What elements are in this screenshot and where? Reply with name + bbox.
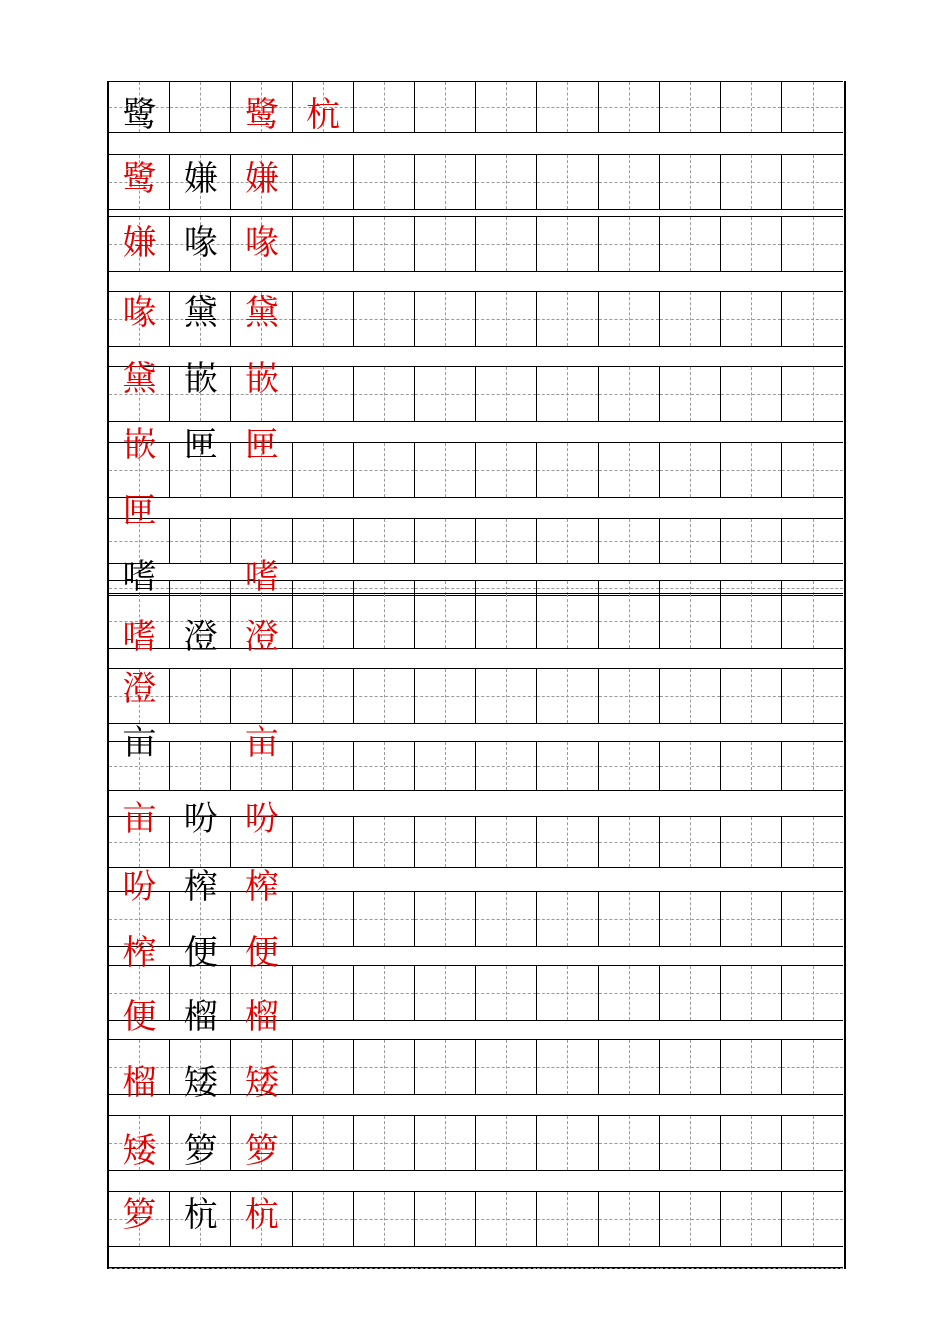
grid-cell[interactable]: [660, 1191, 721, 1247]
grid-cell[interactable]: [293, 1191, 354, 1247]
grid-cell[interactable]: [782, 442, 843, 498]
grid-cell[interactable]: [354, 81, 415, 133]
grid-cell[interactable]: [782, 891, 843, 947]
grid-cell[interactable]: [721, 593, 782, 649]
grid-cell[interactable]: [415, 1191, 476, 1247]
grid-cell[interactable]: [599, 518, 660, 564]
grid-cell[interactable]: [537, 216, 598, 272]
grid-cell[interactable]: [293, 291, 354, 347]
trace-character: 吩: [244, 799, 279, 839]
trace-character: 矮: [244, 1063, 279, 1103]
grid-cell[interactable]: [293, 216, 354, 272]
model-character: 黛: [183, 293, 218, 333]
grid-cell[interactable]: [599, 366, 660, 422]
grid-cell[interactable]: [660, 965, 721, 1021]
grid-cell[interactable]: [721, 81, 782, 133]
grid-cell[interactable]: [476, 1191, 537, 1247]
grid-row: [109, 668, 844, 724]
grid-cell[interactable]: [721, 518, 782, 564]
grid-cell[interactable]: [599, 154, 660, 210]
grid-cell[interactable]: [537, 816, 598, 868]
grid-cell[interactable]: [415, 216, 476, 272]
trace-character: 喙: [244, 223, 279, 263]
grid-cell[interactable]: [293, 593, 354, 649]
model-character: 亩: [122, 723, 157, 763]
grid-cell[interactable]: [782, 291, 843, 347]
grid-cell[interactable]: [660, 366, 721, 422]
trace-character: 杭: [244, 1195, 279, 1235]
grid-cell[interactable]: [782, 216, 843, 272]
model-character: 匣: [183, 425, 218, 465]
grid-cell[interactable]: [354, 154, 415, 210]
grid-cell[interactable]: [354, 816, 415, 868]
grid-row: [109, 1267, 844, 1269]
grid-cell[interactable]: [293, 442, 354, 498]
grid-cell[interactable]: [415, 366, 476, 422]
grid-cell[interactable]: [293, 1039, 354, 1095]
grid-cell[interactable]: [660, 81, 721, 133]
model-character: 嵌: [183, 359, 218, 399]
grid-cell[interactable]: [660, 1039, 721, 1095]
grid-cell[interactable]: [231, 1267, 292, 1269]
trace-character: 榴: [244, 997, 279, 1037]
trace-character: 矮: [122, 1131, 157, 1171]
grid-cell[interactable]: [721, 965, 782, 1021]
trace-character: 亩: [122, 799, 157, 839]
grid-cell[interactable]: [537, 81, 598, 133]
grid-cell[interactable]: [782, 518, 843, 564]
model-character: 鹭: [122, 95, 157, 135]
grid-cell[interactable]: [476, 81, 537, 133]
trace-character: 喙: [122, 293, 157, 333]
grid-cell[interactable]: [476, 1115, 537, 1171]
trace-character: 黛: [244, 293, 279, 333]
grid-cell[interactable]: [354, 891, 415, 947]
grid-cell[interactable]: [721, 216, 782, 272]
grid-cell[interactable]: [660, 518, 721, 564]
model-character: 吩: [183, 799, 218, 839]
trace-character: 黛: [122, 359, 157, 399]
grid-cell[interactable]: [109, 1267, 170, 1269]
grid-cell[interactable]: [293, 1267, 354, 1269]
grid-cell[interactable]: [354, 442, 415, 498]
grid-cell[interactable]: [476, 741, 537, 791]
model-character: 杭: [183, 1195, 218, 1235]
grid-cell[interactable]: [293, 1115, 354, 1171]
grid-cell[interactable]: [170, 741, 231, 791]
grid-cell[interactable]: [231, 668, 292, 724]
trace-character: 嗜: [244, 557, 279, 597]
trace-character: 杭: [306, 95, 341, 135]
grid-cell[interactable]: [476, 1267, 537, 1269]
grid-cell[interactable]: [476, 593, 537, 649]
grid-cell[interactable]: [476, 1039, 537, 1095]
grid-cell[interactable]: [293, 741, 354, 791]
trace-character: 便: [244, 933, 279, 973]
trace-character: 澄: [122, 669, 157, 709]
grid-cell[interactable]: [415, 518, 476, 564]
grid-cell[interactable]: [415, 1115, 476, 1171]
grid-cell[interactable]: [721, 154, 782, 210]
grid-cell[interactable]: [660, 291, 721, 347]
grid-cell[interactable]: [599, 593, 660, 649]
grid-cell[interactable]: [537, 1191, 598, 1247]
trace-character: 嵌: [122, 425, 157, 465]
grid-cell[interactable]: [354, 668, 415, 724]
grid-cell[interactable]: [782, 668, 843, 724]
grid-cell[interactable]: [599, 1267, 660, 1269]
trace-character: 亩: [244, 723, 279, 763]
grid-cell[interactable]: [660, 891, 721, 947]
grid-cell[interactable]: [782, 741, 843, 791]
model-character: 喙: [183, 223, 218, 263]
grid-cell[interactable]: [415, 81, 476, 133]
grid-cell[interactable]: [537, 1115, 598, 1171]
grid-cell[interactable]: [354, 965, 415, 1021]
grid-cell[interactable]: [415, 816, 476, 868]
grid-cell[interactable]: [415, 442, 476, 498]
trace-character: 榴: [122, 1063, 157, 1103]
grid-cell[interactable]: [599, 1039, 660, 1095]
trace-character: 榨: [122, 933, 157, 973]
grid-cell[interactable]: [721, 442, 782, 498]
grid-cell[interactable]: [354, 1115, 415, 1171]
grid-cell[interactable]: [170, 668, 231, 724]
grid-row: [109, 741, 844, 791]
grid-cell[interactable]: [660, 442, 721, 498]
grid-cell[interactable]: [476, 366, 537, 422]
grid-cell[interactable]: [537, 442, 598, 498]
grid-cell[interactable]: [599, 891, 660, 947]
grid-cell[interactable]: [599, 816, 660, 868]
trace-character: 箩: [122, 1195, 157, 1235]
grid-cell[interactable]: [660, 668, 721, 724]
grid-cell[interactable]: [293, 816, 354, 868]
grid-cell[interactable]: [415, 593, 476, 649]
grid-cell[interactable]: [721, 741, 782, 791]
model-character: 澄: [183, 617, 218, 657]
grid-cell[interactable]: [599, 291, 660, 347]
grid-cell[interactable]: [476, 816, 537, 868]
grid-cell[interactable]: [782, 1191, 843, 1247]
grid-cell[interactable]: [782, 81, 843, 133]
grid-cell[interactable]: [354, 366, 415, 422]
grid-cell[interactable]: [476, 668, 537, 724]
grid-cell[interactable]: [537, 518, 598, 564]
grid-cell[interactable]: [354, 216, 415, 272]
model-character: 矮: [183, 1063, 218, 1103]
grid-cell[interactable]: [599, 965, 660, 1021]
model-character: 榴: [183, 997, 218, 1037]
grid-cell[interactable]: [476, 891, 537, 947]
trace-character: 嫌: [244, 159, 279, 199]
trace-character: 嵌: [244, 359, 279, 399]
grid-cell[interactable]: [660, 741, 721, 791]
grid-cell[interactable]: [537, 154, 598, 210]
grid-cell[interactable]: [537, 741, 598, 791]
grid-cell[interactable]: [415, 1267, 476, 1269]
grid-cell[interactable]: [415, 741, 476, 791]
grid-cell[interactable]: [170, 81, 231, 133]
trace-character: 榨: [244, 867, 279, 907]
grid-cell[interactable]: [354, 1039, 415, 1095]
grid-cell[interactable]: [599, 216, 660, 272]
trace-character: 匣: [244, 425, 279, 465]
grid-cell[interactable]: [537, 1039, 598, 1095]
trace-character: 嫌: [122, 223, 157, 263]
grid-cell[interactable]: [782, 1039, 843, 1095]
grid-cell[interactable]: [476, 965, 537, 1021]
grid-cell[interactable]: [476, 216, 537, 272]
grid-cell[interactable]: [537, 291, 598, 347]
trace-character: 吩: [122, 867, 157, 907]
grid-cell[interactable]: [293, 965, 354, 1021]
grid-cell[interactable]: [415, 891, 476, 947]
grid-cell[interactable]: [293, 891, 354, 947]
grid-cell[interactable]: [415, 154, 476, 210]
grid-cell[interactable]: [660, 1267, 721, 1269]
practice-sheet: [107, 81, 846, 1269]
model-character: 榨: [183, 867, 218, 907]
model-character: 箩: [183, 1131, 218, 1171]
grid-cell[interactable]: [599, 442, 660, 498]
grid-cell[interactable]: [721, 291, 782, 347]
model-character: 便: [183, 933, 218, 973]
grid-cell[interactable]: [476, 518, 537, 564]
grid-cell[interactable]: [782, 366, 843, 422]
grid-cell[interactable]: [293, 366, 354, 422]
grid-cell[interactable]: [415, 291, 476, 347]
grid-cell[interactable]: [415, 965, 476, 1021]
grid-cell[interactable]: [660, 593, 721, 649]
grid-cell[interactable]: [721, 891, 782, 947]
trace-character: 澄: [244, 617, 279, 657]
grid-cell[interactable]: [660, 154, 721, 210]
grid-cell[interactable]: [415, 668, 476, 724]
grid-cell[interactable]: [354, 1191, 415, 1247]
grid-cell[interactable]: [721, 1115, 782, 1171]
grid-cell[interactable]: [354, 1267, 415, 1269]
grid-row: [109, 81, 844, 133]
grid-cell[interactable]: [537, 366, 598, 422]
grid-cell[interactable]: [721, 1267, 782, 1269]
grid-cell[interactable]: [476, 291, 537, 347]
grid-cell[interactable]: [415, 1039, 476, 1095]
trace-character: 便: [122, 997, 157, 1037]
grid-cell[interactable]: [782, 965, 843, 1021]
grid-cell[interactable]: [293, 668, 354, 724]
grid-cell[interactable]: [599, 1115, 660, 1171]
grid-cell[interactable]: [476, 442, 537, 498]
grid-cell[interactable]: [721, 668, 782, 724]
grid-cell[interactable]: [782, 154, 843, 210]
grid-cell[interactable]: [599, 1191, 660, 1247]
grid-cell[interactable]: [721, 1191, 782, 1247]
grid-cell[interactable]: [476, 154, 537, 210]
trace-character: 鹭: [122, 159, 157, 199]
grid-cell[interactable]: [721, 366, 782, 422]
grid-cell[interactable]: [782, 1115, 843, 1171]
grid-cell[interactable]: [537, 1267, 598, 1269]
grid-cell[interactable]: [782, 593, 843, 649]
grid-cell[interactable]: [354, 593, 415, 649]
trace-character: 鹭: [244, 95, 279, 135]
grid-cell[interactable]: [537, 593, 598, 649]
grid-cell[interactable]: [599, 81, 660, 133]
grid-cell[interactable]: [354, 518, 415, 564]
grid-row: [109, 518, 844, 564]
grid-cell[interactable]: [782, 816, 843, 868]
grid-cell[interactable]: [293, 154, 354, 210]
grid-cell[interactable]: [537, 891, 598, 947]
grid-cell[interactable]: [170, 1267, 231, 1269]
grid-cell[interactable]: [170, 518, 231, 564]
grid-cell[interactable]: [354, 291, 415, 347]
grid-cell[interactable]: [537, 965, 598, 1021]
grid-cell[interactable]: [660, 216, 721, 272]
trace-character: 匣: [122, 491, 157, 531]
grid-cell[interactable]: [660, 1115, 721, 1171]
model-character: 嗜: [122, 557, 157, 597]
grid-cell[interactable]: [293, 518, 354, 564]
grid-cell[interactable]: [721, 816, 782, 868]
grid-cell[interactable]: [782, 1267, 843, 1269]
grid-cell[interactable]: [354, 741, 415, 791]
trace-character: 箩: [244, 1131, 279, 1171]
grid-cell[interactable]: [660, 816, 721, 868]
grid-cell[interactable]: [721, 1039, 782, 1095]
grid-cell[interactable]: [599, 741, 660, 791]
grid-cell[interactable]: [537, 668, 598, 724]
model-character: 嫌: [183, 159, 218, 199]
trace-character: 嗜: [122, 617, 157, 657]
grid-cell[interactable]: [599, 668, 660, 724]
